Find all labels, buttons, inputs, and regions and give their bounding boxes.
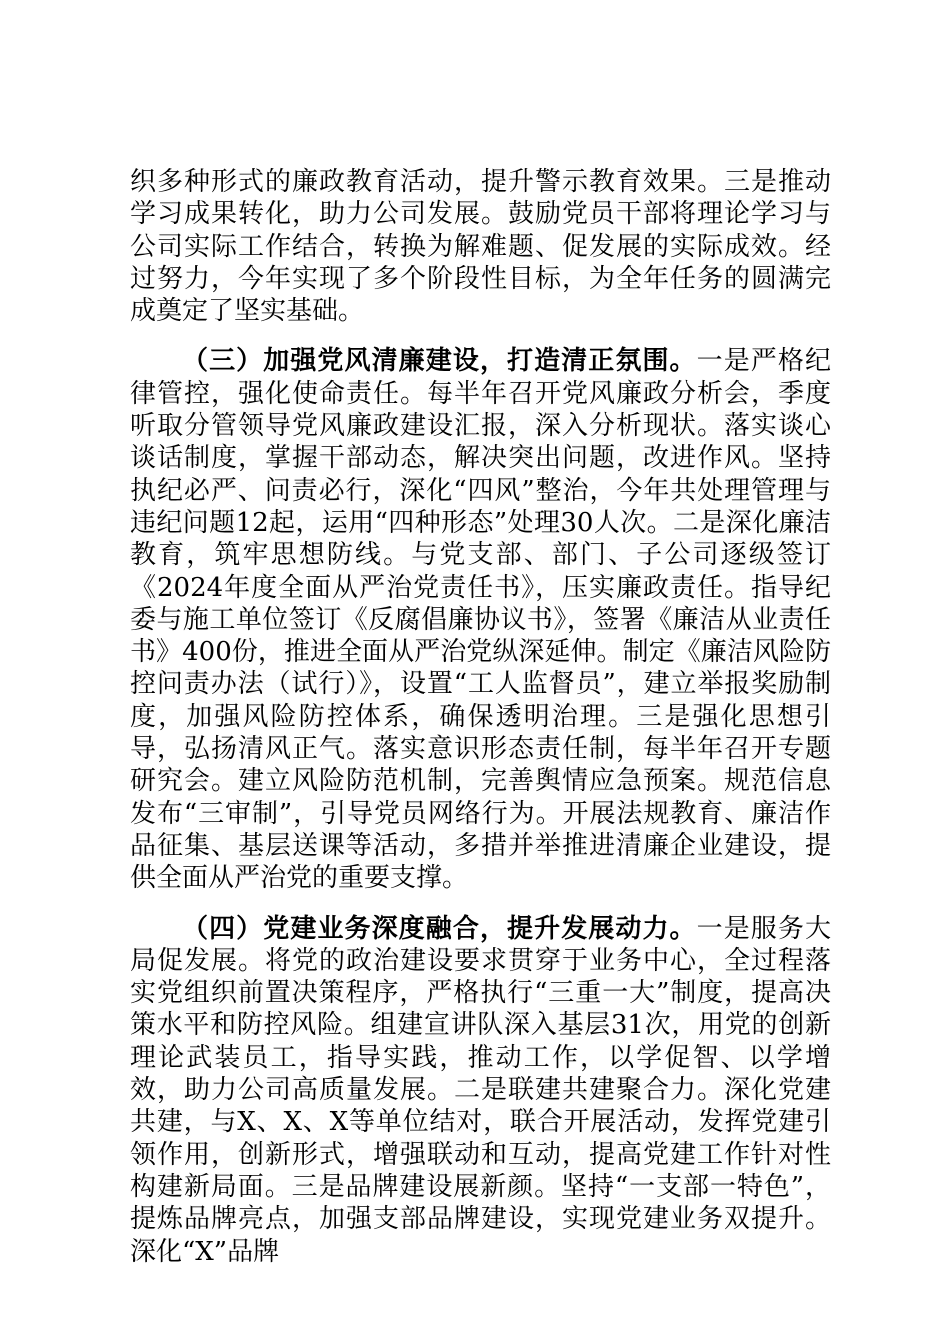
paragraph-body: 织多种形式的廉政教育活动，提升警示教育效果。三是推动学习成果转化，助力公司发展。鼓励党员干部将理论学习与公司实际工作结合，转换为解难题、促发展的实际成效。经过努力，今年实现了多个阶段性目标，为全年任务的圆满完成奠定了坚实基础。 xyxy=(130,167,831,327)
paragraph-body: 一是严格纪律管控，强化使命责任。每半年召开党风廉政分析会，季度听取分管领导党风廉政建设汇报，深入分析现状。落实谈心谈话制度，掌握干部动态，解决突出问题，改进作风。坚持执纪必严、问责必行，深化“四风”整治，今年共处理管理与违纪问题12起，运用“四种形态”处理30人次。二是深化廉洁教育，筑牢思想防线。与党支部、部门、子公司逐级签订《2024年度全面从严治党责任书》，压实廉政责任。指导纪委与施工单位签订《反腐倡廉协议书》，签署《廉洁从业责任书》400份，推进全面从严治党纵深延伸。制定《廉洁风险防控问责办法（试行）》，设置“工人监督员”，建立举报奖励制度，加强风险防控体系，确保透明治理。三是强化思想引导，弘扬清风正气。落实意识形态责任制，每半年召开专题研究会。建立风险防范机制，完善舆情应急预案。规范信息发布“三审制”，引导党员网络行为。开展法规教育、廉洁作品征集、基层送课等活动，多措并举推进清廉企业建设，提供全面从严治党的重要支撑。 xyxy=(130,346,831,894)
section-heading: （四）党建业务深度融合，提升发展动力。 xyxy=(182,913,697,944)
paragraph-section-four xyxy=(130,913,831,1268)
paragraph-body: 一是服务大局促发展。将党的政治建设要求贯穿于业务中心，全过程落实党组织前置决策程序，严格执行“三重一大”制度，提高决策水平和防控风险。组建宣讲队深入基层31次，用党的创新理论武装员工，指导实践，推动工作，以学促智、以学增效，助力公司高质量发展。二是联建共建聚合力。深化党建共建，与X、X、X等单位结对，联合开展活动，发挥党建引领作用，创新形式，增强联动和互动，提高党建工作针对性构建新局面。三是品牌建设展新颜。坚持“一支部一特色”，提炼品牌亮点，加强支部品牌建设，实现党建业务双提升。深化“X”品牌 xyxy=(130,913,831,1267)
section-heading: （三）加强党风清廉建设，打造清正氛围。 xyxy=(182,346,697,377)
document-page xyxy=(130,166,831,1286)
paragraph-section-three xyxy=(130,345,831,894)
paragraph-continuation xyxy=(130,166,831,327)
